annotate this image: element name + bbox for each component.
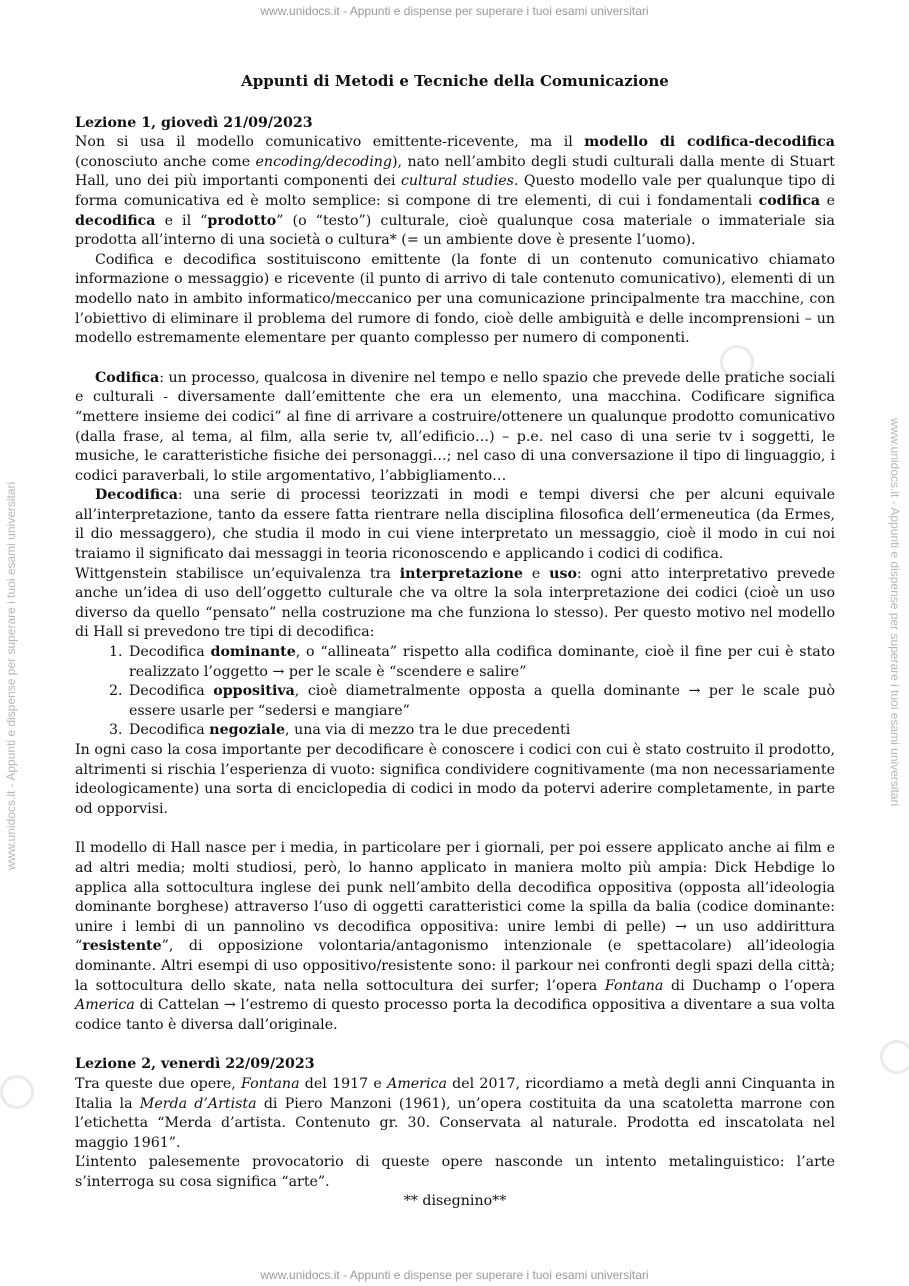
drawing-note: ** disegnino** — [403, 1193, 507, 1210]
decodifica-paragraph: Decodifica: una serie di processi teorizzati in modi e tempi diversi che per alcuni equivale all’interpretazione, tanto da essere fatta rientrare nella disciplina filosofica dell’ermeneutica (da Ermes, il dio messaggero), che studia il modo in cui viene interpretato un messaggio, cioè il modo in cui noi traiamo il significato dai messaggi in teoria riconoscendo e applicando i codici di codifica. — [75, 487, 835, 563]
hall-model-paragraph: Il modello di Hall nasce per i media, in particolare per i giornali, per poi essere applicato anche ai film e ad altri media; molti studiosi, però, lo hanno applicato in maniera molto più ampia: Dick Hebdige lo applica alla sottocultura inglese dei punk nell’ambito della decodifica oppositiva (opposta all’ideologia dominante borghese) attraverso l’uso di oggetti caratteristici come la spilla da balia (codice dominante: unire i lembi di un pannolino vs decodifica oppositiva: unire lembi di pelle) → un uso addirittura “resistente”, di opposizione volontaria/antagonismo intenzionale (e spettacolare) all’ideologia dominante. Altri esempi di uso oppositivo/resistente sono: il parkour nei confronti degli spazi della città; la sottocultura dello skate, nata nella sottocultura dei surfer; l’opera Fontana di Duchamp o l’opera America di Cattelan → l’estremo di questo processo porta la decodifica oppositiva a diventare a sua volta codice tanto è diversa dall’originale. — [75, 840, 835, 1033]
watermark-logo-icon — [0, 1075, 34, 1109]
document-page — [75, 72, 835, 1212]
wittgenstein-paragraph: Wittgenstein stabilisce un’equivalenza tra interpretazione e uso: ogni atto interpretativo prevede anche un’idea di uso dell’oggetto culturale che va oltre la sola interpretazione dei codici (cioè un uso diverso da quello “pensato” nella costruzione ma che funziona lo stesso). Per questo motivo nel modello di Hall si prevedono tre tipi di decodifica: — [75, 565, 835, 641]
lesson-1-heading: Lezione 1, giovedì 21/09/2023 — [75, 114, 313, 131]
lesson-1-paragraph-6: In ogni caso la cosa importante per decodificare è conoscere i codici con cui è stato costruito il prodotto, altrimenti si rischia l’esperienza di vuoto: significa condividere cognitivamente (ma non necessariamente ideologicamente) una sorta di enciclopedia di codici in modo da potervi aderire completamente, in parte od opporvisi. — [75, 742, 835, 817]
watermark-side-right: www.unidocs.it - Appunti e dispense per superare i tuoi esami universitari — [888, 418, 902, 807]
watermark-logo-icon — [880, 1040, 909, 1074]
watermark-top: www.unidocs.it - Appunti e dispense per superare i tuoi esami universitari — [260, 4, 649, 18]
watermark-bottom: www.unidocs.it - Appunti e dispense per superare i tuoi esami universitari — [260, 1268, 649, 1282]
codifica-paragraph: Codifica: un processo, qualcosa in divenire nel tempo e nello spazio che prevede delle pratiche sociali e culturali - diversamente dall’emittente che era un elemento, una macchina. Codificare significa “mettere insieme dei codici” al fine di arrivare a costruire/ottenere un qualunque prodotto comunicativo (dalla frase, al tema, al film, alla serie tv, all’edificio…) – p.e. nel caso di una serie tv i soggetti, le musiche, le caratteristiche fisiche dei personaggi…; nel caso di una conversazione il tipo di linguaggio, i codici paraverbali, lo stile argomentativo, l’abbigliamento… — [75, 369, 835, 484]
lesson-1-paragraph-2: Codifica e decodifica sostituiscono emittente (la fonte di un contenuto comunicativo chiamato informazione o messaggio) e ricevente (il punto di arrivo di tale contenuto comunicativo), elementi di un modello nato in ambito informatico/meccanico per una comunicazione principalmente tra macchine, con l’obiettivo di eliminare il problema del rumore di fondo, cioè delle ambiguità e delle incomprensioni – un modello estremamente elementare per quanto complesso per numero di componenti. — [75, 251, 835, 347]
document-title: Appunti di Metodi e Tecniche della Comunicazione — [241, 72, 669, 90]
list-item: 3. Decodifica negoziale, una via di mezzo tra le due precedenti — [127, 721, 835, 741]
lesson-2-paragraph-1: Tra queste due opere, Fontana del 1917 e America del 2017, ricordiamo a metà degli anni Cinquanta in Italia la Merda d’Artista di Piero Manzoni (1961), un’opera costituita da una scatoletta marrone con l’etichetta “Merda d’artista. Contenuto gr. 30. Conservata al naturale. Prodotta ed inscatolata nel maggio 1961”. — [75, 1075, 836, 1151]
watermark-side-left: www.unidocs.it - Appunti e dispense per superare i tuoi esami universitari — [4, 481, 18, 870]
lesson-2-heading: Lezione 2, venerdì 22/09/2023 — [75, 1056, 315, 1073]
list-item: 2. Decodifica oppositiva, cioè diametralmente opposta a quella dominante → per le scale può essere usarle per “sedersi e mangiare” — [127, 682, 835, 721]
lesson-1-paragraph-1: Non si usa il modello comunicativo emittente-ricevente, ma il modello di codifica-decodifica (conosciuto anche come encoding/decoding), nato nell’ambito degli studi culturali dalla mente di Stuart Hall, uno dei più importanti componenti dei cultural studies. Questo modello vale per qualunque tipo di forma comunicativa ed è molto semplice: si compone di tre elementi, di cui i fondamentali codifica e decodifica e il “prodotto” (o “testo”) culturale, cioè qualunque cosa materiale o immateriale sia prodotta all’interno di una società o cultura* (= un ambiente dove è presente l’uomo). — [75, 134, 836, 249]
list-item: 1. Decodifica dominante, o “allineata” rispetto alla codifica dominante, cioè il fine per cui è stato realizzato l’oggetto → per le scale è “scendere e salire” — [127, 643, 835, 682]
lesson-2-paragraph-2: L’intento palesemente provocatorio di queste opere nasconde un intento metalinguistico: l’arte s’interroga su cosa significa “arte”. — [75, 1154, 835, 1190]
decoding-types-list — [75, 643, 835, 741]
